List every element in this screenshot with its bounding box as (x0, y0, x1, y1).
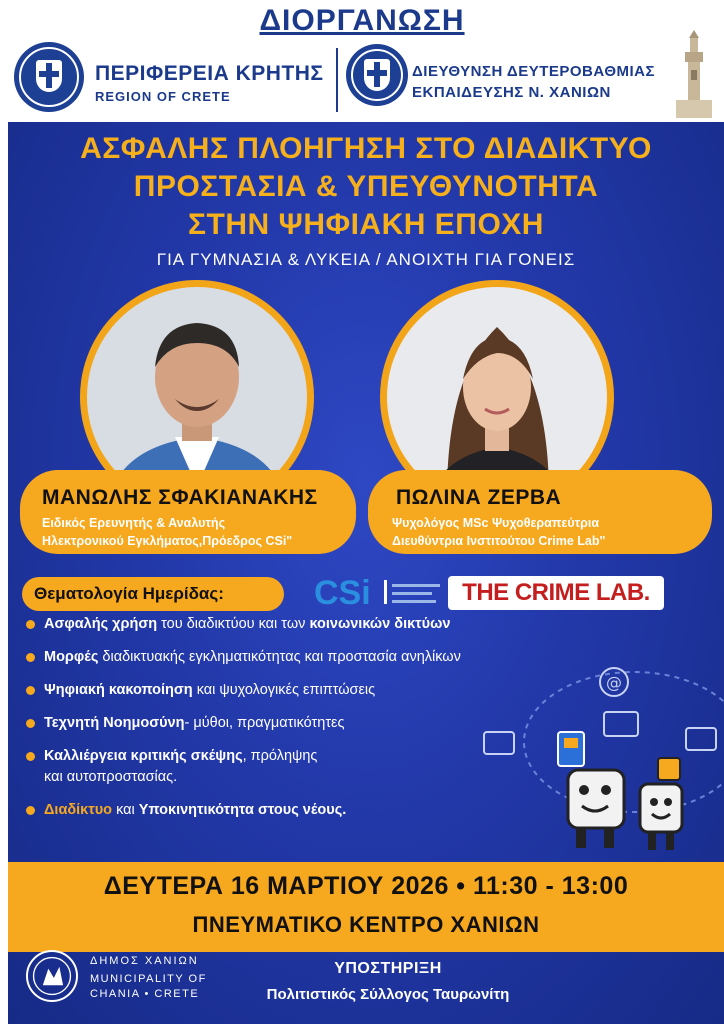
topic-item: Καλλιέργεια κριτικής σκέψης, πρόληψης και αυτοπροστασίας. (22, 746, 492, 788)
topics-title: Θεματολογία Ημερίδας: (34, 584, 224, 603)
svg-text:@: @ (606, 673, 622, 692)
directorate-line-2: ΕΚΠΑΙΔΕΥΣΗΣ Ν. ΧΑΝΙΩΝ (412, 84, 611, 101)
event-title-line-1: ΑΣΦΑΛΗΣ ΠΛΟΗΓΗΣΗ ΣΤΟ ΔΙΑΔΙΚΤΥΟ (80, 132, 652, 165)
topic-item: Ψηφιακή κακοποίηση και ψυχολογικές επιπτώσεις (22, 680, 492, 701)
region-name: ΠΕΡΙΦΕΡΕΙΑ ΚΡΗΤΗΣ (95, 62, 324, 85)
support-title: ΥΠΟΣΤΗΡΙΞΗ (334, 960, 442, 977)
speaker-1-role-line-1: Ειδικός Ερευνητής & Αναλυτής (42, 516, 226, 530)
topic-item: Διαδίκτυο και Υποκινητικότητα στους νέους. (22, 800, 492, 821)
organizer-title: ΔΙΟΡΓΑΝΩΣΗ (259, 4, 465, 37)
speaker-2-role-line-1: Ψυχολόγος MSc Ψυχοθεραπεύτρια (392, 516, 600, 530)
topic-item: Τεχνητή Νοημοσύνη- μύθοι, πραγματικότητες (22, 713, 492, 734)
municipality-name-en-1: MUNICIPALITY OF (90, 973, 207, 985)
support-organization: Πολιτιστικός Σύλλογος Ταυρωνίτη (266, 986, 510, 1003)
municipality-name-gr: ΔΗΜΟΣ ΧΑΝΙΩΝ (90, 955, 199, 967)
region-emblem-icon (14, 42, 84, 112)
speaker-2-name: ΠΩΛΙΝΑ ΖΕΡΒΑ (396, 486, 562, 509)
header-divider (336, 48, 338, 112)
topics-list (22, 614, 492, 833)
event-title-line-2: ΠΡΟΣΤΑΣΙΑ & ΥΠΕΥΘΥΝΟΤΗΤΑ (133, 170, 599, 203)
event-title-line-3: ΣΤΗΝ ΨΗΦΙΑΚΗ ΕΠΟΧΗ (188, 208, 544, 241)
speaker-2-role-line-2: Διευθύντρια Ινστιτούτου Crime Lab" (392, 534, 606, 548)
directorate-line-1: ΔΙΕΥΘΥΝΣΗ ΔΕΥΤΕΡΟΒΑΘΜΙΑΣ (412, 63, 655, 80)
event-venue: ΠΝΕΥΜΑΤΙΚΟ ΚΕΝΤΡΟ ΧΑΝΙΩΝ (192, 912, 540, 937)
crime-lab-logo: THE CRIME LAB. (448, 576, 664, 610)
csi-logo (308, 570, 448, 612)
organizer-header (0, 0, 724, 122)
lighthouse-icon (672, 30, 716, 120)
speaker-1-name: ΜΑΝΩΛΗΣ ΣΦΑΚΙΑΝΑΚΗΣ (42, 486, 318, 509)
topic-item: Ασφαλής χρήση του διαδικτύου και των κοινωνικών δικτύων (22, 614, 492, 635)
topic-item: Μορφές διαδικτυακής εγκληματικότητας και προστασία ανηλίκων (22, 647, 492, 668)
event-date-time: ΔΕΥΤΕΡΑ 16 ΜΑΡΤΙΟΥ 2026 • 11:30 - 13:00 (103, 872, 629, 900)
robots-illustration (464, 642, 724, 882)
date-venue-band (8, 862, 724, 952)
directorate-emblem-icon (346, 44, 408, 106)
region-subtitle: REGION OF CRETE (95, 89, 231, 104)
event-poster (8, 122, 724, 1024)
municipality-emblem-icon (26, 950, 78, 1002)
municipality-name-en-2: CHANIA • CRETE (90, 988, 200, 1000)
speaker-1-role-line-2: Ηλεκτρονικού Εγκλήματος,Πρόεδρος CSi" (42, 534, 293, 548)
event-audience: ΓΙΑ ΓΥΜΝΑΣΙΑ & ΛΥΚΕΙΑ / ΑΝΟΙΧΤΗ ΓΙΑ ΓΟΝΕΙΣ (156, 250, 576, 269)
csi-logo-text: CSi (314, 574, 371, 612)
